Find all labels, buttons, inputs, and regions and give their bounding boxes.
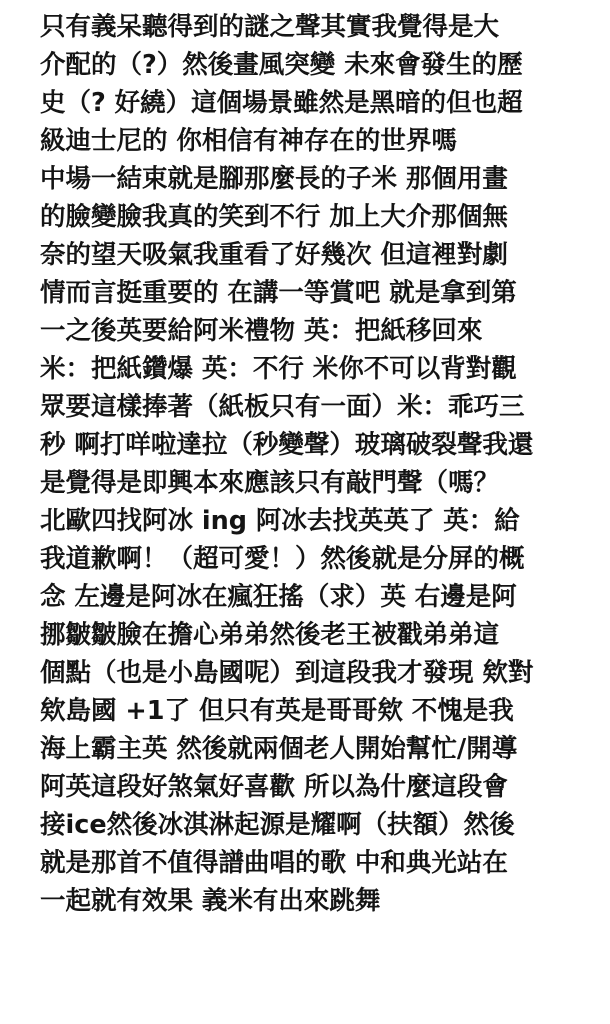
text-line: 中場一結束就是腳那麼長的子米 那個用畫	[40, 164, 508, 194]
text-line: 個點（也是小島國呢）到這段我才發現 欸對	[40, 658, 534, 688]
text-line: 挪皺皺臉在擔心弟弟然後老王被戳弟弟這	[40, 620, 500, 650]
text-line: 北歐四找阿冰 ing 阿冰去找英英了 英：給	[40, 506, 520, 536]
text-line: 接ice然後冰淇淋起源是耀啊（扶額）然後	[40, 810, 515, 840]
text-line: 秒 啊打咩啦達拉（秒變聲）玻璃破裂聲我還	[40, 430, 534, 460]
text-line: 欸島國 +1了 但只有英是哥哥欸 不愧是我	[40, 696, 514, 726]
text-line: 阿英這段好煞氣好喜歡 所以為什麼這段會	[40, 772, 508, 802]
text-line: 米：把紙鑽爆 英：不行 米你不可以背對觀	[40, 354, 517, 384]
text-line: 的臉變臉我真的笑到不行 加上大介那個無	[40, 202, 508, 232]
text-line: 奈的望天吸氣我重看了好幾次 但這裡對劇	[40, 240, 508, 270]
text-line: 一之後英要給阿米禮物 英：把紙移回來	[40, 316, 483, 346]
text-line: 念 左邊是阿冰在瘋狂搖（求）英 右邊是阿	[40, 582, 517, 612]
text-line: 級迪士尼的 你相信有神存在的世界嗎	[40, 126, 457, 156]
note-text-body	[40, 8, 600, 920]
text-line: 海上霸主英 然後就兩個老人開始幫忙/開導	[40, 734, 518, 764]
text-line: 是覺得是即興本來應該只有敲門聲（嗎？	[40, 468, 500, 498]
text-line: 介配的（?）然後畫風突變 未來會發生的歷	[40, 50, 523, 80]
text-line: 就是那首不值得譜曲唱的歌 中和典光站在	[40, 848, 508, 878]
text-line: 只有義呆聽得到的謎之聲其實我覺得是大	[40, 12, 500, 42]
text-line: 眾要這樣捧著（紙板只有一面）米：乖巧三	[40, 392, 525, 422]
text-line: 一起就有效果 義米有出來跳舞	[40, 886, 381, 916]
text-line: 史（? 好繞）這個場景雖然是黑暗的但也超	[40, 88, 523, 118]
text-line: 我道歉啊！（超可愛！）然後就是分屏的概	[40, 544, 525, 574]
text-line: 情而言挺重要的 在講一等賞吧 就是拿到第	[40, 278, 517, 308]
